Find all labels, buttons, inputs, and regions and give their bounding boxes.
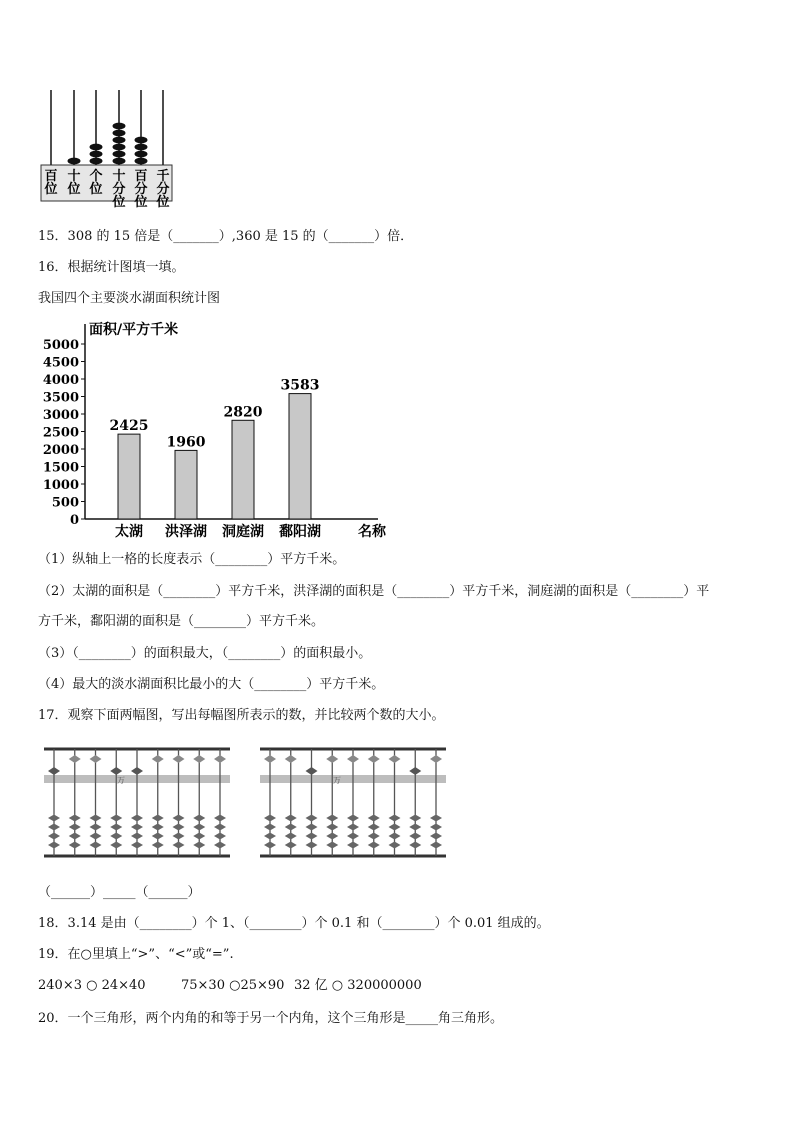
y-tick-label: 2000 <box>42 443 79 458</box>
abacus-upper-bead <box>368 755 380 763</box>
abacus-lower-bead <box>110 833 122 840</box>
abacus-lower-bead <box>173 824 185 831</box>
question-16-3: （3）（________）的面积最大，（________）的面积最小。 <box>38 646 372 661</box>
abacus-label: 十 <box>112 169 126 184</box>
abacus-lower-bead <box>48 815 60 822</box>
abacus-label: 千 <box>156 169 170 184</box>
abacus-lower-bead <box>430 824 442 831</box>
abacus-lower-bead <box>173 815 185 822</box>
question-20: 20．一个三角形，两个内角的和等于另一个内角，这个三角形是_____角三角形。 <box>38 1011 504 1026</box>
category-label: 鄱阳湖 <box>279 524 321 540</box>
abacus-upper-bead <box>48 767 60 775</box>
abacus-lower-bead <box>173 842 185 849</box>
value-label: 2425 <box>109 418 149 435</box>
abacus-lower-bead <box>326 815 338 822</box>
abacus-upper-bead <box>110 767 122 775</box>
y-tick-label: 500 <box>51 495 79 511</box>
abacus-label: 分 <box>112 182 126 197</box>
abacus-lower-bead <box>214 815 226 822</box>
abacus-label: 分 <box>134 182 148 197</box>
abacus-lower-bead <box>173 833 185 840</box>
abacus-lower-bead <box>430 833 442 840</box>
abacus-place-value <box>38 86 178 216</box>
abacus-lower-bead <box>214 824 226 831</box>
abacus-lower-bead <box>306 842 318 849</box>
x-axis-label: 名称 <box>358 524 386 540</box>
abacus-upper-bead <box>409 767 421 775</box>
abacus-lower-bead <box>152 833 164 840</box>
y-tick-label: 0 <box>69 513 79 528</box>
abacus-bead <box>68 158 81 165</box>
abacus-lower-bead <box>90 824 102 831</box>
abacus-upper-bead <box>193 755 205 763</box>
category-label: 洞庭湖 <box>222 524 264 540</box>
bar-chart <box>38 316 398 546</box>
y-tick-label: 3500 <box>42 390 79 406</box>
abacus-lower-bead <box>110 824 122 831</box>
abacus-lower-bead <box>69 824 81 831</box>
abacus-bead <box>113 158 126 165</box>
question-19: 19．在○里填上“>”、“<”或“=”. <box>38 947 234 962</box>
y-axis-label: 面积/平方千米 <box>89 322 179 338</box>
abacus-upper-bead <box>285 755 297 763</box>
abacus-bead <box>113 137 126 144</box>
abacus-label: 十 <box>67 169 81 184</box>
y-tick-label: 4500 <box>42 355 79 371</box>
abacus-upper-bead <box>90 755 102 763</box>
abacus-lower-bead <box>48 842 60 849</box>
category-label: 太湖 <box>115 524 143 540</box>
abacus-lower-bead <box>69 833 81 840</box>
abacus-left <box>44 745 232 861</box>
abacus-lower-bead <box>430 815 442 822</box>
abacus-lower-bead <box>347 815 359 822</box>
abacus-lower-bead <box>193 833 205 840</box>
abacus-upper-bead <box>173 755 185 763</box>
abacus-lower-bead <box>326 824 338 831</box>
abacus-lower-bead <box>409 815 421 822</box>
abacus-upper-bead <box>264 755 276 763</box>
abacus-lower-bead <box>368 815 380 822</box>
abacus-upper-bead <box>69 755 81 763</box>
question-17: 17．观察下面两幅图，写出每幅图所表示的数，并比较两个数的大小。 <box>38 708 445 723</box>
abacus-bead <box>135 137 148 144</box>
bar <box>175 450 197 519</box>
abacus-lower-bead <box>368 833 380 840</box>
abacus-lower-bead <box>389 824 401 831</box>
abacus-lower-bead <box>347 824 359 831</box>
abacus-lower-bead <box>347 833 359 840</box>
abacus-lower-bead <box>48 833 60 840</box>
abacus-lower-bead <box>285 833 297 840</box>
abacus-lower-bead <box>409 824 421 831</box>
abacus-lower-bead <box>368 842 380 849</box>
value-label: 3583 <box>280 377 320 394</box>
abacus-lower-bead <box>326 833 338 840</box>
abacus-lower-bead <box>409 842 421 849</box>
abacus-label: 位 <box>112 195 126 210</box>
abacus-bead <box>113 130 126 137</box>
abacus-lower-bead <box>214 833 226 840</box>
compare-item: 240×3 ○ 24×40 <box>38 978 146 993</box>
abacus-lower-bead <box>193 842 205 849</box>
abacus-unit-mark: 万 <box>333 776 341 785</box>
abacus-label: 位 <box>44 182 58 197</box>
abacus-label: 百 <box>134 169 148 184</box>
abacus-bead <box>113 144 126 151</box>
abacus-lower-bead <box>264 842 276 849</box>
abacus-lower-bead <box>214 842 226 849</box>
compare-item: 32 亿 ○ 320000000 <box>294 978 422 993</box>
abacus-upper-bead <box>152 755 164 763</box>
abacus-bead <box>90 151 103 158</box>
abacus-lower-bead <box>285 842 297 849</box>
abacus-lower-bead <box>110 815 122 822</box>
y-tick-label: 5000 <box>42 338 79 353</box>
abacus-lower-bead <box>131 815 143 822</box>
abacus-label: 百 <box>44 169 58 184</box>
y-tick-label: 1500 <box>42 460 79 476</box>
abacus-bead <box>113 151 126 158</box>
abacus-lower-bead <box>131 842 143 849</box>
abacus-lower-bead <box>285 815 297 822</box>
abacus-lower-bead <box>90 842 102 849</box>
bar <box>289 394 311 519</box>
abacus-lower-bead <box>306 824 318 831</box>
question-18: 18．3.14 是由（________）个 1、（________）个 0.1 和（________）个 0.01 组成的。 <box>38 916 550 931</box>
abacus-lower-bead <box>389 815 401 822</box>
abacus-label: 分 <box>156 182 170 197</box>
abacus-lower-bead <box>131 833 143 840</box>
abacus-upper-bead <box>389 755 401 763</box>
abacus-lower-bead <box>347 842 359 849</box>
y-tick-label: 1000 <box>42 478 79 493</box>
abacus-upper-bead <box>306 767 318 775</box>
value-label: 1960 <box>166 434 206 451</box>
abacus-label: 位 <box>156 195 170 210</box>
abacus-lower-bead <box>69 842 81 849</box>
category-label: 洪泽湖 <box>165 524 207 540</box>
abacus-lower-bead <box>69 815 81 822</box>
abacus-lower-bead <box>285 824 297 831</box>
abacus-label: 位 <box>67 182 81 197</box>
question-16: 16．根据统计图填一填。 <box>38 260 185 275</box>
question-17-answer: （______）_____（______） <box>38 885 201 900</box>
abacus-label: 位 <box>89 182 103 197</box>
question-16-2a: （2）太湖的面积是（________）平方千米，洪泽湖的面积是（________）平方千米，洞庭湖的面积是（________）平 <box>38 584 710 599</box>
abacus-upper-bead <box>326 755 338 763</box>
question-16-4: （4）最大的淡水湖面积比最小的大（________）平方千米。 <box>38 677 385 692</box>
abacus-label: 位 <box>134 195 148 210</box>
abacus-bead <box>90 144 103 151</box>
abacus-lower-bead <box>264 815 276 822</box>
abacus-label: 个 <box>89 169 103 184</box>
y-tick-label: 2500 <box>42 425 79 441</box>
question-16-2b: 方千米，鄱阳湖的面积是（________）平方千米。 <box>38 614 325 629</box>
abacus-bead <box>113 123 126 130</box>
chart-title: 我国四个主要淡水湖面积统计图 <box>38 291 221 306</box>
abacus-lower-bead <box>110 842 122 849</box>
abacus-lower-bead <box>193 824 205 831</box>
abacus-lower-bead <box>389 842 401 849</box>
abacus-lower-bead <box>264 824 276 831</box>
abacus-right <box>260 745 448 861</box>
abacus-unit-mark: 万 <box>117 776 125 785</box>
bar <box>118 434 140 519</box>
abacus-lower-bead <box>389 833 401 840</box>
abacus-lower-bead <box>152 842 164 849</box>
abacus-lower-bead <box>409 833 421 840</box>
abacus-lower-bead <box>90 833 102 840</box>
abacus-bead <box>135 158 148 165</box>
question-15: 15．308 的 15 倍是（_______）,360 是 15 的（_______）倍． <box>38 229 414 244</box>
abacus-bead <box>135 151 148 158</box>
abacus-lower-bead <box>152 824 164 831</box>
abacus-lower-bead <box>306 833 318 840</box>
abacus-lower-bead <box>131 824 143 831</box>
question-16-1: （1）纵轴上一格的长度表示（________）平方千米。 <box>38 552 346 567</box>
abacus-bead <box>135 144 148 151</box>
abacus-lower-bead <box>430 842 442 849</box>
abacus-bead <box>90 158 103 165</box>
abacus-lower-bead <box>152 815 164 822</box>
compare-item: 75×30 ○25×90 <box>181 978 285 993</box>
abacus-base <box>41 165 172 201</box>
y-tick-label: 4000 <box>42 373 79 388</box>
abacus-upper-bead <box>131 767 143 775</box>
abacus-lower-bead <box>306 815 318 822</box>
abacus-upper-bead <box>347 755 359 763</box>
abacus-lower-bead <box>90 815 102 822</box>
bar <box>232 420 254 519</box>
abacus-upper-bead <box>214 755 226 763</box>
abacus-lower-bead <box>368 824 380 831</box>
abacus-lower-bead <box>48 824 60 831</box>
abacus-lower-bead <box>264 833 276 840</box>
abacus-lower-bead <box>193 815 205 822</box>
value-label: 2820 <box>223 404 263 421</box>
y-tick-label: 3000 <box>42 408 79 423</box>
abacus-upper-bead <box>430 755 442 763</box>
abacus-lower-bead <box>326 842 338 849</box>
